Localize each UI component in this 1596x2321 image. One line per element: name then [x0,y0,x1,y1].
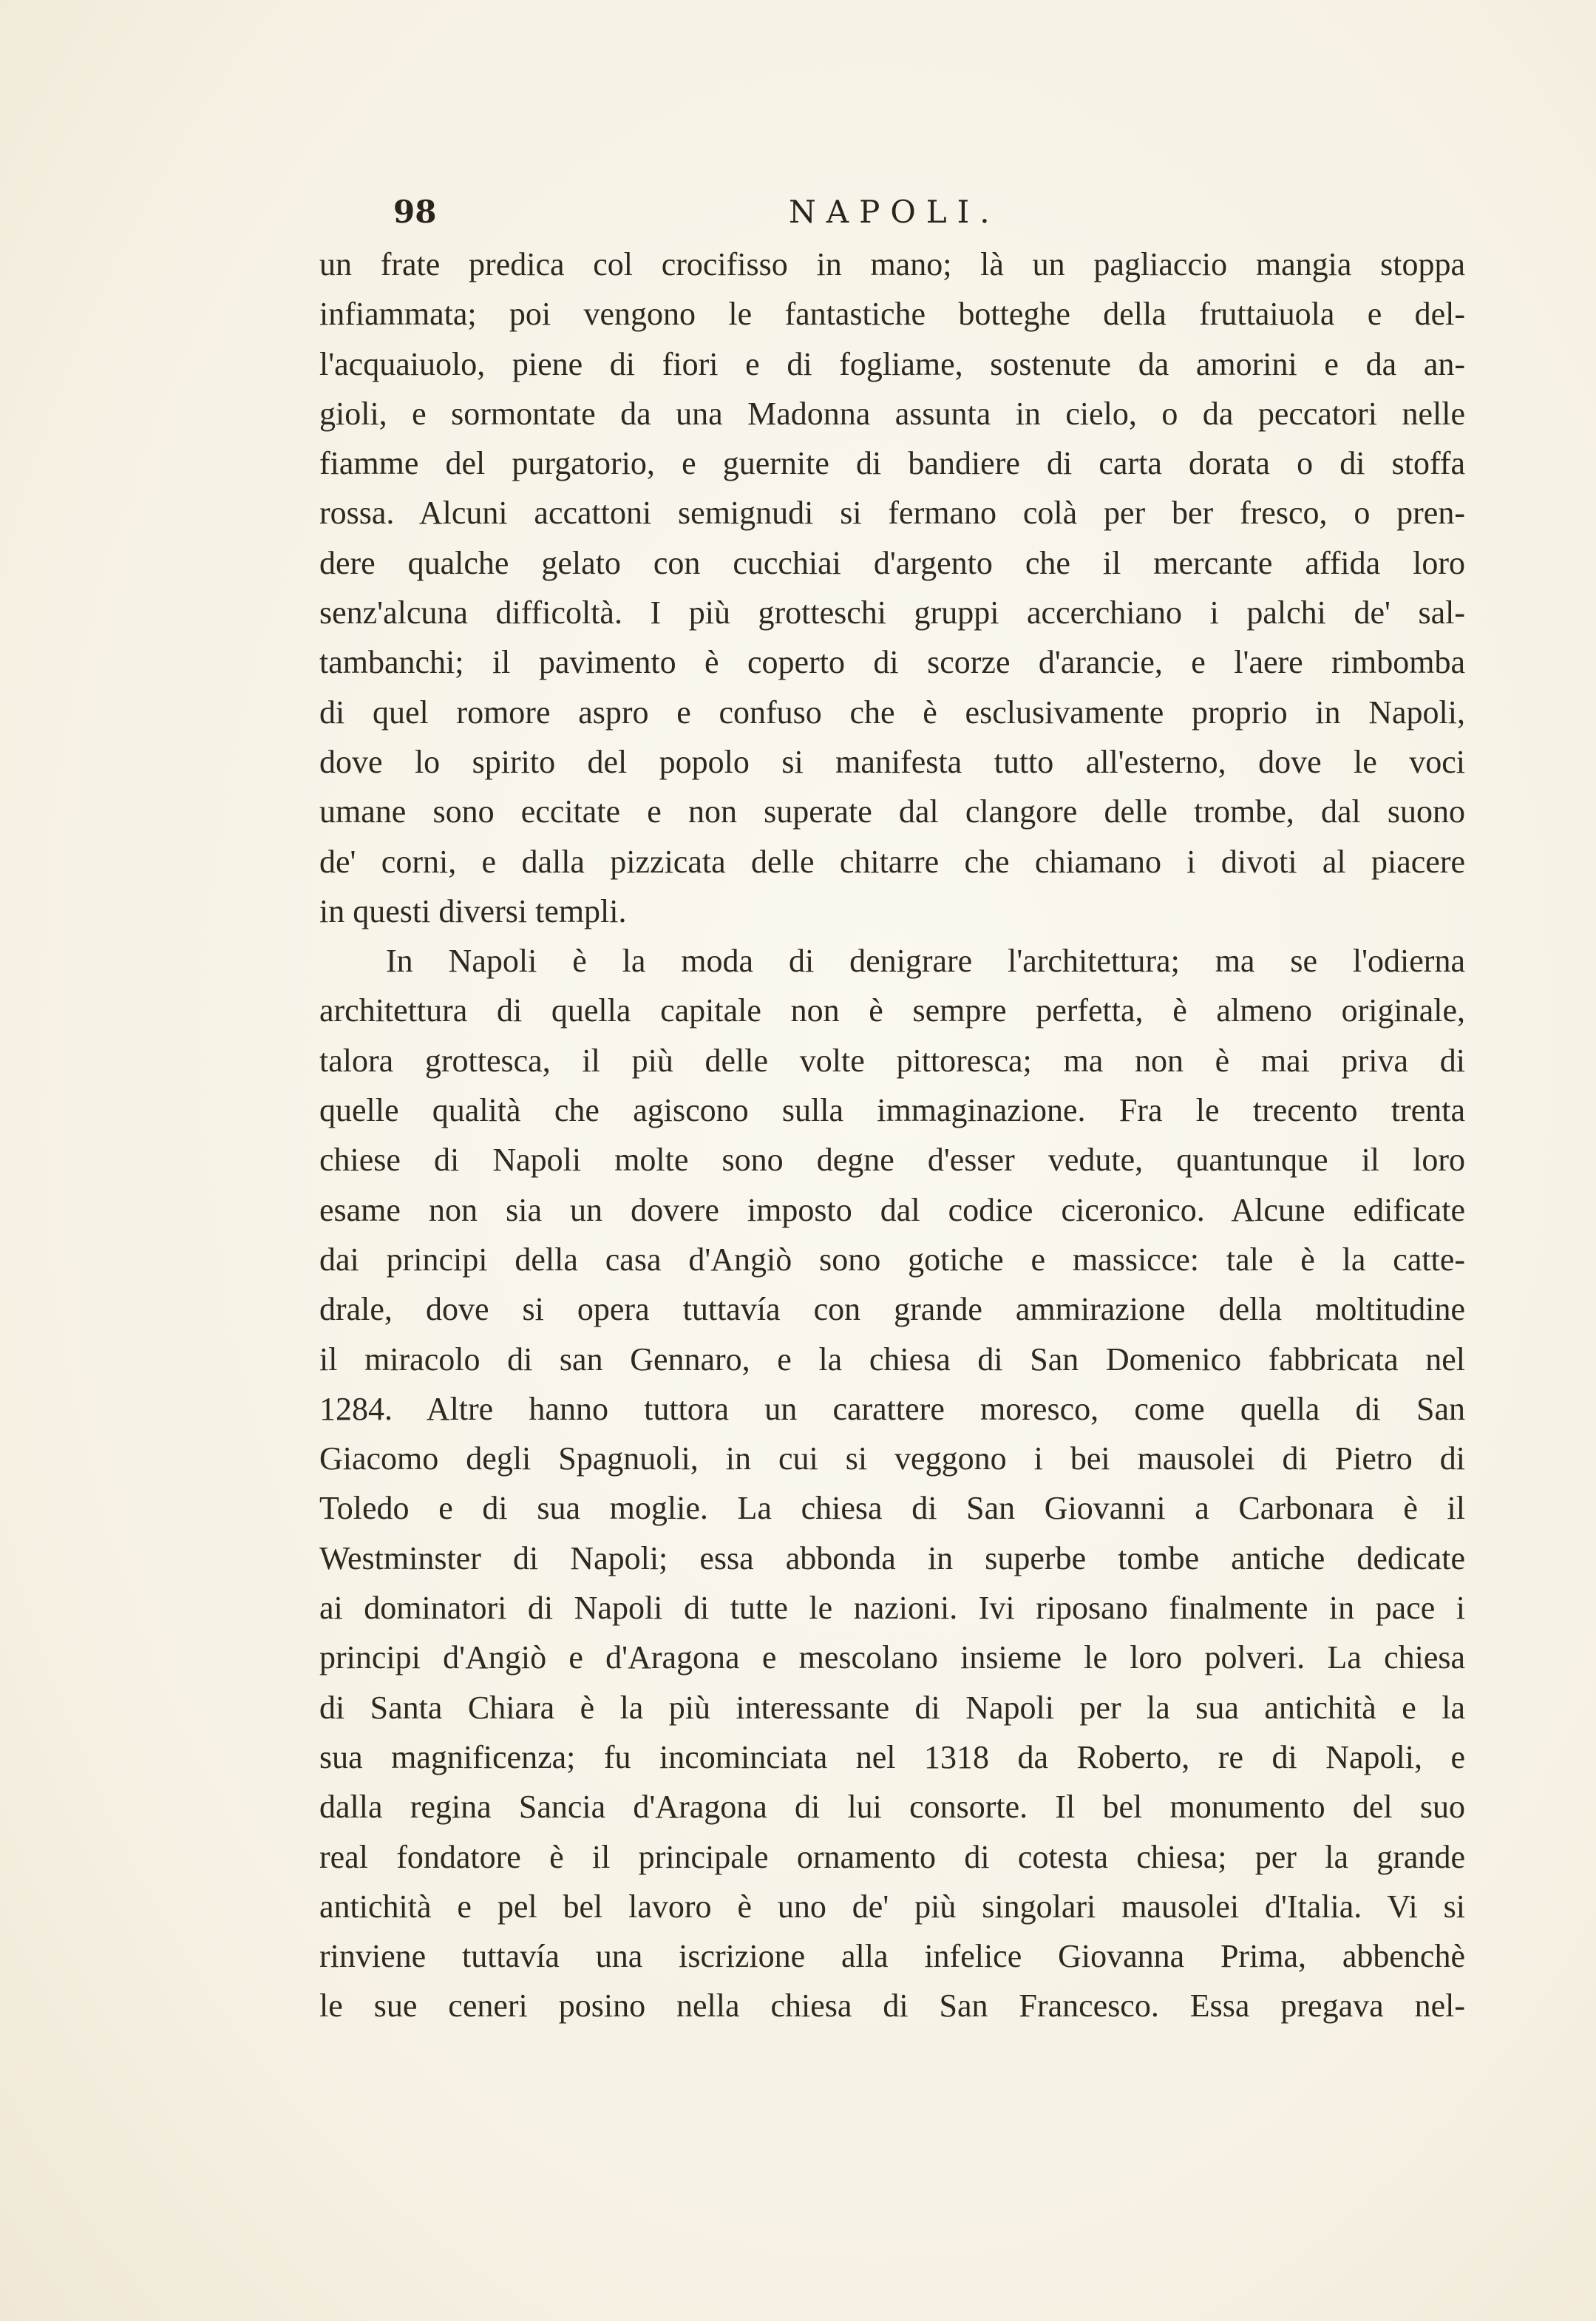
text-line: gioli, e sormontate da una Madonna assunta in cielo, o da peccatori nelle [319,395,1465,432]
text-line: Westminster di Napoli; essa abbonda in superbe tombe antiche dedicate [319,1539,1465,1576]
text-line: senz'alcuna difficoltà. I più grotteschi gruppi accerchiano i palchi de' sal- [319,594,1465,631]
text-line: Toledo e di sua moglie. La chiesa di San Giovanni a Carbonara è il [319,1490,1465,1527]
text-line: de' corni, e dalla pizzicata delle chitarre che chiamano i divoti al piacere [319,843,1465,880]
text-line: dai principi della casa d'Angiò sono gotiche e massicce: tale è la catte- [319,1241,1465,1278]
text-line: drale, dove si opera tuttavía con grande ammirazione della moltitudine [319,1291,1465,1328]
text-line: un frate predica col crocifisso in mano; là un pagliaccio mangia stoppa [319,246,1465,282]
text-line: rossa. Alcuni accattoni semignudi si fermano colà per ber fresco, o pren- [319,495,1465,532]
text-line: umane sono eccitate e non superate dal clangore delle trombe, dal suono [319,793,1465,830]
page-header [319,194,1465,238]
text-line: antichità e pel bel lavoro è uno de' più singolari mausolei d'Italia. Vi si [319,1888,1465,1925]
text-line: le sue ceneri posino nella chiesa di San Francesco. Essa pregava nel- [319,1988,1465,2024]
text-line: Giacomo degli Spagnuoli, in cui si veggono i bei mausolei di Pietro di [319,1440,1465,1477]
text-line: dere qualche gelato con cucchiai d'argento che il mercante affida loro [319,544,1465,581]
running-title: NAPOLI. [789,194,1000,230]
text-line: In Napoli è la moda di denigrare l'architettura; ma se l'odierna [386,943,1465,980]
text-line: sua magnificenza; fu incominciata nel 1318 da Roberto, re di Napoli, e [319,1738,1465,1775]
text-line: esame non sia un dovere imposto dal codice ciceronico. Alcune edificate [319,1191,1465,1228]
text-line: dove lo spirito del popolo si manifesta tutto all'esterno, dove le voci [319,743,1465,780]
text-line: in questi diversi templi. [319,892,627,929]
text-line: ai dominatori di Napoli di tutte le nazioni. Ivi riposano finalmente in pace i [319,1590,1465,1627]
text-line: fiamme del purgatorio, e guernite di bandiere di carta dorata o di stoffa [319,445,1465,482]
text-line: quelle qualità che agiscono sulla immaginazione. Fra le trecento trenta [319,1092,1465,1129]
text-line: di Santa Chiara è la più interessante di Napoli per la sua antichità e la [319,1689,1465,1726]
text-line: rinviene tuttavía una iscrizione alla infelice Giovanna Prima, abbenchè [319,1938,1465,1975]
text-line: infiammata; poi vengono le fantastiche botteghe della fruttaiuola e del- [319,296,1465,333]
body-text [319,240,1465,2031]
paragraph-1 [319,240,1465,936]
text-line: il miracolo di san Gennaro, e la chiesa di San Domenico fabbricata nel [319,1341,1465,1378]
text-line: chiese di Napoli molte sono degne d'esser vedute, quantunque il loro [319,1142,1465,1179]
text-line: talora grottesca, il più delle volte pittoresca; ma non è mai priva di [319,1042,1465,1079]
text-line: di quel romore aspro e confuso che è esclusivamente proprio in Napoli, [319,694,1465,731]
text-line: 1284. Altre hanno tuttora un carattere moresco, come quella di San [319,1390,1465,1427]
text-line: principi d'Angiò e d'Aragona e mescolano insieme le loro polveri. La chiesa [319,1639,1465,1676]
page-number: 98 [393,194,437,230]
text-line: tambanchi; il pavimento è coperto di scorze d'arancie, e l'aere rimbomba [319,644,1465,681]
text-line: real fondatore è il principale ornamento di cotesta chiesa; per la grande [319,1838,1465,1875]
text-line: architettura di quella capitale non è sempre perfetta, è almeno originale, [319,992,1465,1029]
paragraph-2 [319,936,1465,2031]
text-line: dalla regina Sancia d'Aragona di lui consorte. Il bel monumento del suo [319,1789,1465,1826]
text-line: l'acquaiuolo, piene di fiori e di fogliame, sostenute da amorini e da an- [319,345,1465,382]
